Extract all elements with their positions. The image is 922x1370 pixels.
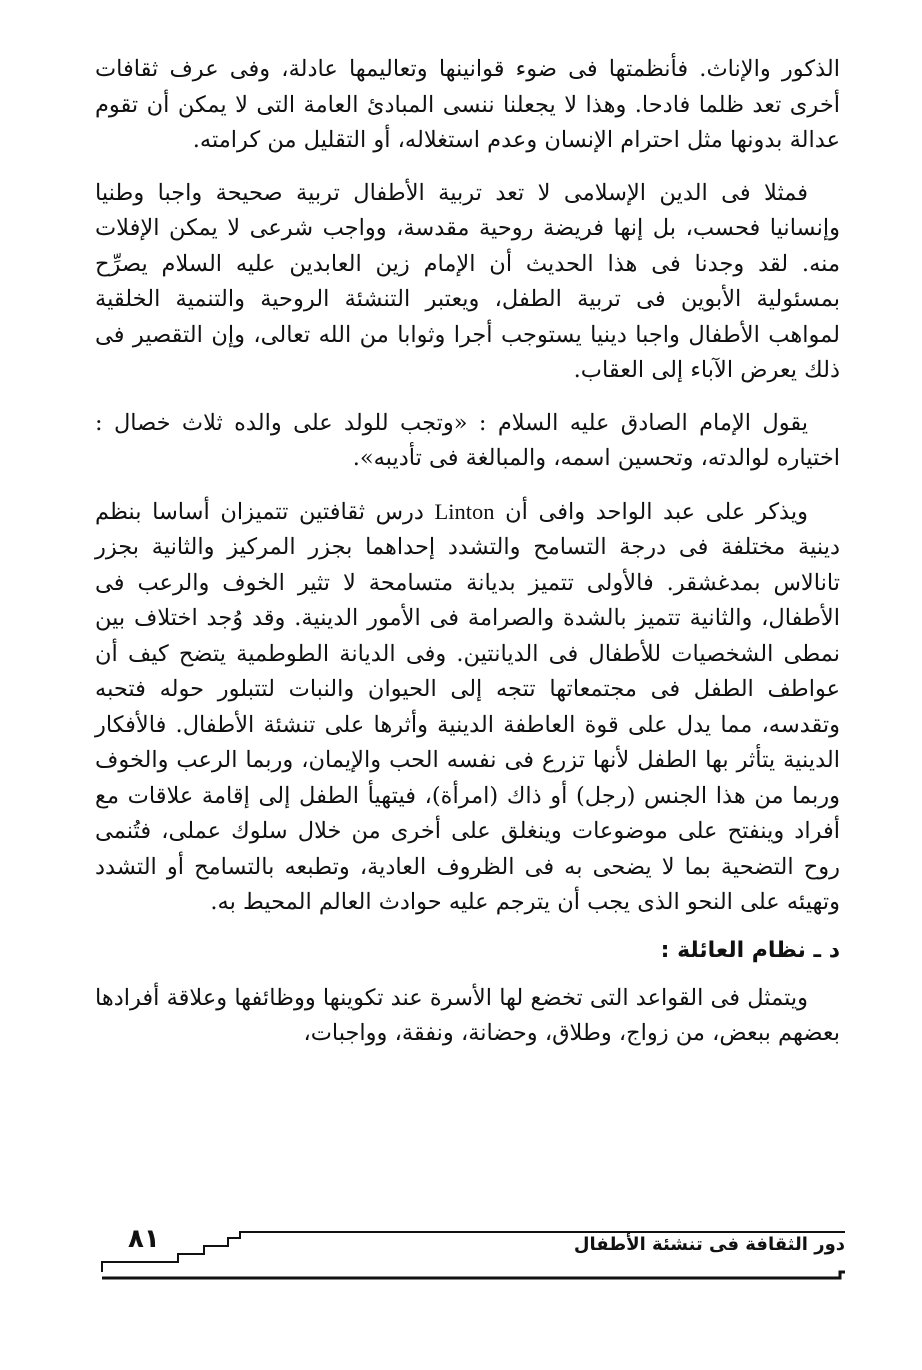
paragraph-3: يقول الإمام الصادق عليه السلام : «وتجب للولد على والده ثلاث خصال : اختياره لوالدته، وتحسين اسمه، والمبالغة فى تأديبه». xyxy=(95,409,840,471)
paragraph-4-rest: درس ثقافتين تتميزان أساسا بنظم دينية مختلفة فى درجة التسامح والتشدد إحداهما بجزر المركيز والثانية بجزر تانالاس بمدغشقر. فالأولى تتميز بديانة متسامحة لا تثير الخوف والرعب فى الأطفال، والثانية تتميز بالشدة والصرامة فى الأمور الدينية. وقد وُجد اختلاف بين نمطى الشخصيات للأطفال فى الديانتين. وفى الديانة الطوطمية يتضح كيف أن عواطف الطفل فى مجتمعاتها تتجه إلى الحيوان والنبات لتتبلور حوله فتحبه وتقدسه، مما يدل على قوة العاطفة الدينية وأثرها على تنشئة الأطفال. فالأفكار الدينية يتأثر بها الطفل لأنها تزرع فى نفسه الحب والإيمان، وربما الرعب والخوف وربما من هذا الجنس (رجل) أو ذاك (امرأة)، فيتهيأ الطفل إلى إقامة علاقات مع أفراد وينفتح على موضوعات وينغلق على أخرى من خلال سلوك عملى، فتُنمى روح التضحية بما لا يضحى به فى الظروف العادية، وتطبعه بالتسامح أو التشدد وتهيئه على النحو الذى يجب أن يترجم عليه حوادث العالم المحيط به. xyxy=(95,498,840,915)
running-title: دور الثقافة فى تنشئة الأطفال xyxy=(573,1234,845,1255)
page-number: ٨١ xyxy=(128,1224,160,1254)
section-heading-family-system: د ـ نظام العائلة : xyxy=(660,937,840,963)
paragraph-4-start: ويذكر على عبد الواحد وافى أن xyxy=(505,498,808,525)
linton-name: Linton xyxy=(434,498,495,524)
paragraph-4 xyxy=(95,494,840,921)
paragraph-2: فمثلا فى الدين الإسلامى لا تعد تربية الأطفال تربية صحيحة واجبا وطنيا وإنسانيا فحسب، بل إنها فريضة روحية مقدسة، وواجب شرعى لا يمكن الإفلات منه. لقد وجدنا فى هذا الحديث أن الإمام زين العابدين عليه السلام يصرِّح بمسئولية الأبوين فى تربية الطفل، ويعتبر التنشئة الروحية والتنمية الخلقية لمواهب الأطفال واجبا دينيا يستوجب أجرا وثوابا من الله تعالى، وإن التقصير فى ذلك يعرض الآباء إلى العقاب. xyxy=(95,179,840,383)
page-footer xyxy=(100,1220,845,1280)
page-body xyxy=(95,52,840,1069)
paragraph-5: ويتمثل فى القواعد التى تخضع لها الأسرة عند تكوينها ووظائفها وعلاقة أفرادها بعضهم ببعض، من زواج، وطلاق، وحضانة، ونفقة، وواجبات، xyxy=(95,984,840,1046)
paragraph-1: الذكور والإناث. فأنظمتها فى ضوء قوانينها وتعاليمها عادلة، وفى عرف ثقافات أخرى تعد ظلما فادحا. وهذا لا يجعلنا ننسى المبادئ العامة التى لا يمكن أن تقوم عدالة بدونها مثل احترام الإنسان وعدم استغلاله، أو التقليل من كرامته. xyxy=(95,56,840,153)
